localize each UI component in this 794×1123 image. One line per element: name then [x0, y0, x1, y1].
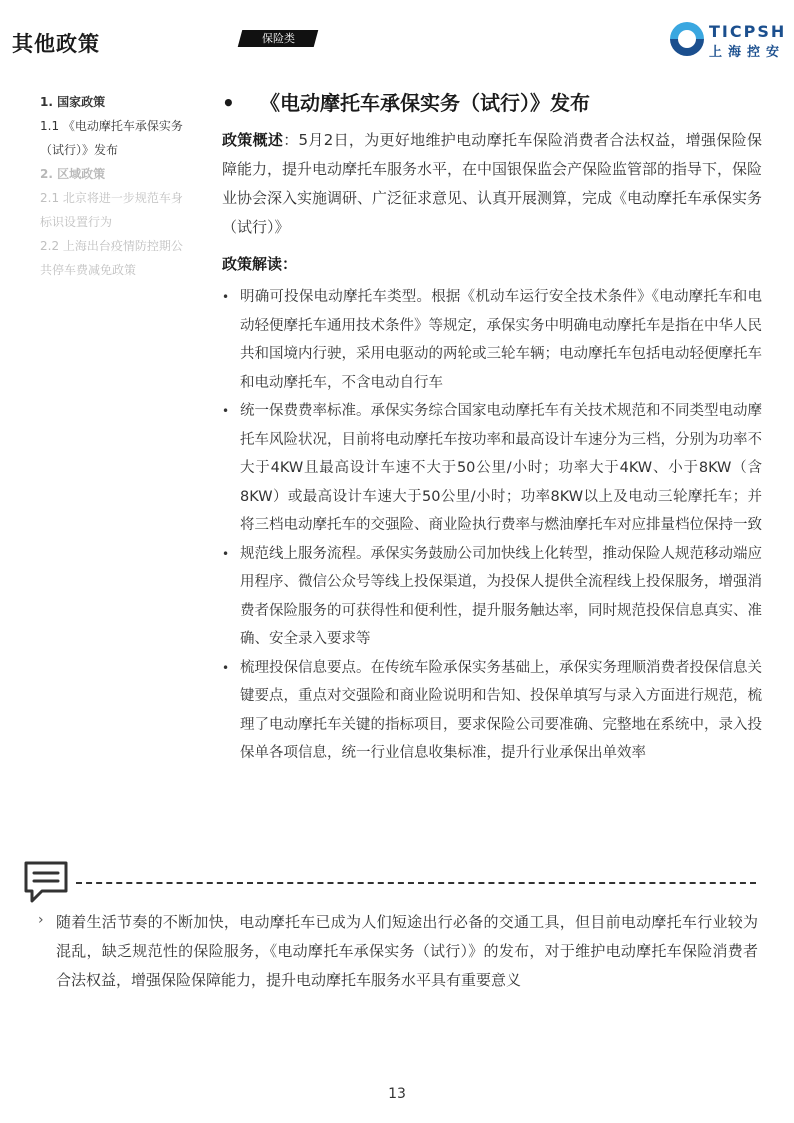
- toc-item-2-2-cont[interactable]: 共停车费减免政策: [40, 263, 137, 277]
- list-item-text: 明确可投保电动摩托车类型。根据《机动车运行安全技术条件》《电动摩托车和电动轻便摩托车通用技术条件》等规定，承保实务中明确电动摩托车是指在中华人民共和国境内行驶，采用电驱动的两轮或三轮车辆；电动摩托车包括电动轻便摩托车和电动摩托车，不含电动自行车: [240, 289, 762, 391]
- headline-text: 《电动摩托车承保实务（试行）》发布: [260, 91, 590, 115]
- article-headline: [222, 86, 762, 120]
- bullet-icon: •: [222, 404, 230, 418]
- summary-text: 随着生活节奏的不断加快，电动摩托车已成为人们短途出行必备的交通工具，但目前电动摩托车行业较为混乱，缺乏规范性的保险服务，《电动摩托车承保实务（试行）》的发布，对于维护电动摩托车保险消费者合法权益，增强保险保障能力，提升电动摩托车服务水平具有重要意义: [56, 913, 758, 989]
- dashed-divider: [76, 882, 756, 884]
- overview-label: 政策概述: [222, 131, 284, 149]
- list-item: [222, 283, 762, 397]
- list-item: [222, 397, 762, 540]
- headline-bullet: •: [222, 91, 235, 115]
- bullet-icon: •: [222, 290, 230, 304]
- list-item-text: 规范线上服务流程。承保实务鼓励公司加快线上化转型，推动保险人规范移动端应用程序、微信公众号等线上投保渠道，为投保人提供全流程线上投保服务，增强消费者保险服务的可获得性和便利性，提升服务触达率，同时规范投保信息真实、准确、安全录入要求等: [240, 545, 762, 647]
- list-item: [222, 654, 762, 768]
- toc-item-2-1-cont[interactable]: 标识设置行为: [40, 215, 113, 229]
- table-of-contents: [40, 90, 200, 282]
- comment-icon: [22, 859, 70, 905]
- interpretation-list: [222, 283, 762, 768]
- chevron-right-icon: ›: [38, 912, 44, 928]
- toc-item-1-1-cont[interactable]: （试行）》发布: [40, 143, 119, 157]
- section-title: 其他政策: [12, 32, 100, 56]
- logo-wordmark-cn: 上海控安: [709, 45, 786, 60]
- category-tag: [238, 30, 319, 47]
- summary-note: [38, 908, 758, 995]
- list-item-text: 梳理投保信息要点。在传统车险承保实务基础上，承保实务理顺消费者投保信息关键要点，重点对交强险和商业险说明和告知、投保单填写与录入方面进行规范，梳理了电动摩托车关键的指标项目，要求保险公司要准确、完整地在系统中，录入投保单各项信息，统一行业信息收集标准，提升行业承保出单效率: [240, 659, 762, 761]
- bullet-icon: •: [222, 546, 230, 561]
- company-logo: [668, 20, 788, 60]
- overview-text: ：5月2日，为更好地维护电动摩托车保险消费者合法权益，增强保险保障能力，提升电动摩托车服务水平，在中国银保监会产保险监管部的指导下，保险业协会深入实施调研、广泛征求意见、认真开展测算，完成《电动摩托车承保实务（试行）》: [222, 131, 763, 236]
- category-tag-label: 保险类: [261, 32, 295, 45]
- logo-wordmark-en: TICPSH: [709, 22, 787, 41]
- list-item: [222, 540, 762, 654]
- toc-item-1-1[interactable]: 1.1 《电动摩托车承保实务: [40, 119, 183, 133]
- page-number: 13: [388, 1086, 406, 1102]
- bullet-icon: •: [222, 660, 230, 675]
- logo-swirl-icon: [668, 20, 706, 58]
- toc-item-national-policy[interactable]: 1. 国家政策: [40, 95, 106, 109]
- interpretation-label: 政策解读：: [222, 255, 298, 273]
- policy-overview: [222, 126, 762, 242]
- list-item-text: 统一保费费率标准。承保实务综合国家电动摩托车有关技术规范和不同类型电动摩托车风险状况，目前将电动摩托车按功率和最高设计车速分为三档，分别为功率不大于4KW且最高设计车速不大于50公里/小时；功率大于4KW、小于8KW（含8KW）或最高设计车速大于50公里/小时；功率8KW以上及电动三轮摩托车；并将三档电动摩托车的交强险、商业险执行费率与燃油摩托车对应排量档位保持一致: [240, 403, 762, 533]
- toc-item-2-2[interactable]: 2.2 上海出台疫情防控期公: [40, 239, 183, 253]
- toc-item-regional-policy[interactable]: 2. 区域政策: [40, 167, 106, 181]
- toc-item-2-1[interactable]: 2.1 北京将进一步规范车身: [40, 191, 183, 205]
- main-content: [222, 86, 762, 768]
